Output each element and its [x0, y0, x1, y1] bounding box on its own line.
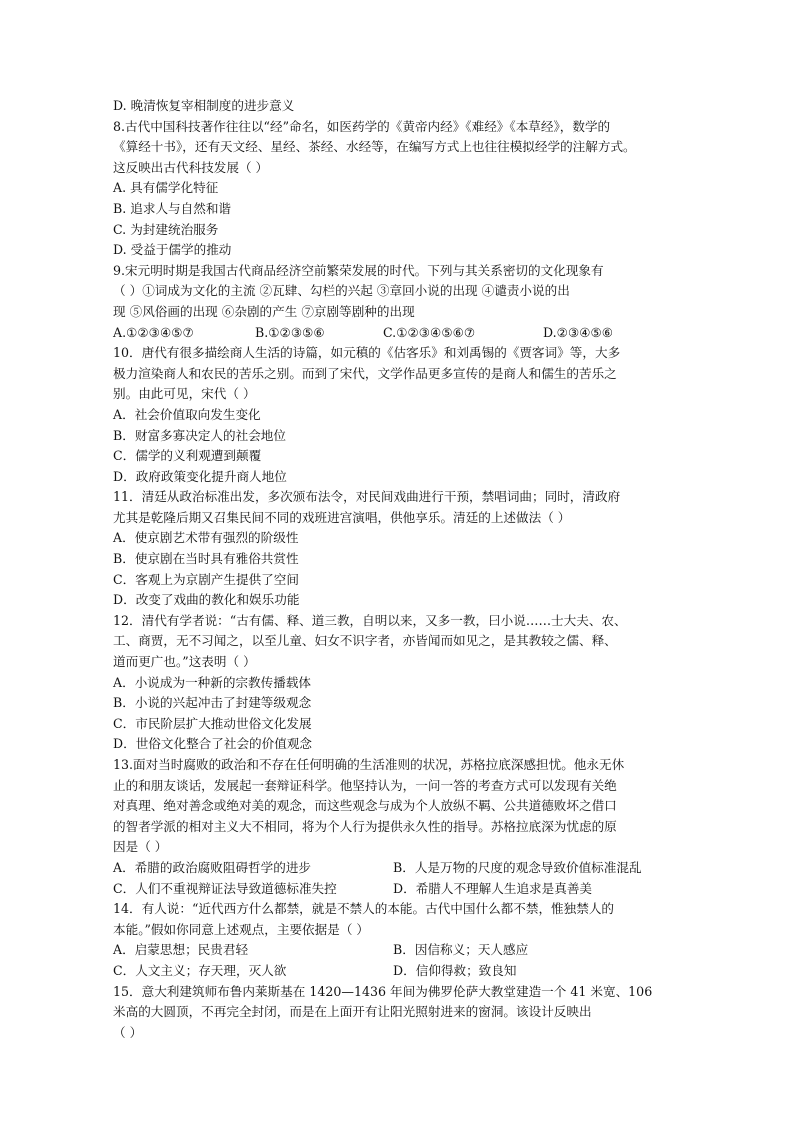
q15-stem-line-3: （ ）	[113, 1024, 143, 1040]
q13-stem-line-5: 因是（ ）	[113, 839, 168, 855]
q14-option-d: D．信仰得救；致良知	[393, 962, 517, 978]
q9-options-row	[113, 323, 685, 344]
q9-stem-line-2: （ ）①词成为文化的主流 ②瓦肆、勾栏的兴起 ③章回小说的出现 ④谴责小说的出	[113, 283, 570, 299]
q11-option-b: B．使京剧在当时具有雅俗共赏性	[113, 551, 299, 567]
q8-option-d: D. 受益于儒学的推动	[113, 242, 232, 258]
q15-stem-line-2: 米高的大圆顶，不再完全封闭，而是在上面开有让阳光照射进来的窗洞。该设计反映出	[113, 1004, 592, 1020]
q10-stem-line-2: 极力渲染商人和农民的苦乐之别。而到了宋代，文学作品更多宣传的是商人和儒生的苦乐之	[113, 365, 617, 381]
q12-option-a: A．小说成为一种新的宗教传播载体	[113, 674, 312, 690]
q11-option-a: A．使京剧艺术带有强烈的阶级性	[113, 530, 299, 546]
exam-page	[113, 96, 685, 1043]
q10-option-d: D．政府政策变化提升商人地位	[113, 468, 287, 484]
q8-stem-line-1: 8.古代中国科技著作往往以“经”命名，如医药学的《黄帝内经》《难经》《本草经》，数学的	[113, 118, 611, 134]
q13-options-row-1	[113, 858, 685, 879]
q13-option-c: C．人们不重视辩证法导致道德标准失控	[113, 880, 337, 896]
q10-option-a: A．社会价值取向发生变化	[113, 406, 261, 422]
q11-option-c: C．客观上为京剧产生提供了空间	[113, 571, 299, 587]
q13-option-d: D．希腊人不理解人生追求是真善美	[393, 880, 593, 896]
q12-option-c: C．市民阶层扩大推动世俗文化发展	[113, 715, 312, 731]
q12-option-d: D．世俗文化整合了社会的价值观念	[113, 736, 313, 752]
q9-option-d: D.②③④⑤⑥	[543, 324, 614, 340]
q8-option-c: C. 为封建统治服务	[113, 221, 219, 237]
q13-option-b: B．人是万物的尺度的观念导致价值标准混乱	[393, 859, 642, 875]
q13-option-a: A．希腊的政治腐败阻碍哲学的进步	[113, 859, 312, 875]
q13-stem-line-3: 对真理、绝对善念或绝对美的观念，而这些观念与成为个人放纵不羁、公共道德败坏之借口	[113, 798, 617, 814]
q14-options-row-1	[113, 940, 685, 961]
q8-stem-line-3: 这反映出古代科技发展（ ）	[113, 159, 269, 175]
q14-option-a: A．启蒙思想；民贵君轻	[113, 942, 249, 958]
q8-stem-line-2: 《算经十书》，还有天文经、星经、茶经、水经等，在编写方式上也往往模拟经学的注解方式。	[113, 139, 636, 155]
q13-stem-line-1: 13.面对当时腐败的政治和不存在任何明确的生活准则的状况，苏格拉底深感担忧。他永无休	[113, 757, 625, 772]
q7-option-d: D. 晚清恢复宰相制度的进步意义	[113, 98, 295, 113]
q12-option-b: B．小说的兴起冲击了封建等级观念	[113, 695, 312, 711]
q14-option-c: C．人文主义；存天理，灭人欲	[113, 962, 287, 978]
q15-stem-line-1: 15．意大利建筑师布鲁内莱斯基在 1420—1436 年间为佛罗伦萨大教堂建造一个 41 米宽、106	[113, 983, 653, 999]
q13-stem-line-2: 止的和朋友谈话，发展起一套辩证科学。他坚持认为，一问一答的考查方式可以发现有关绝	[113, 777, 617, 793]
q12-stem-line-1: 12．清代有学者说：“古有儒、释、道三教，自明以来，又多一教，曰小说……士大夫、农、	[113, 612, 627, 628]
q11-option-d: D．改变了戏曲的教化和娱乐功能	[113, 592, 300, 608]
q12-stem-line-3: 道而更广也。”这表明（ ）	[113, 654, 256, 670]
q10-option-b: B．财富多寡决定人的社会地位	[113, 427, 286, 443]
q10-option-c: C．儒学的义利观遭到颠覆	[113, 448, 262, 464]
q14-stem-line-2: 本能。”假如你同意上述观点，主要依据是（ ）	[113, 921, 370, 937]
q14-stem-line-1: 14．有人说：“近代西方什么都禁，就是不禁人的本能。古代中国什么都不禁，惟独禁人的	[113, 901, 615, 917]
q14-option-b: B．因信称义；天人感应	[393, 942, 529, 958]
q9-stem-line-3: 现 ⑤风俗画的出现 ⑥杂剧的产生 ⑦京剧等剧种的出现	[113, 303, 415, 319]
q13-stem-line-4: 的智者学派的相对主义大不相同，将为个人行为提供永久性的指导。苏格拉底深为忧虑的原	[113, 818, 617, 834]
q9-option-b: B.①②③⑤⑥	[255, 324, 325, 340]
q8-option-b: B. 追求人与自然和谐	[113, 200, 232, 216]
q11-stem-line-1: 11．清廷从政治标准出发，多次颁布法令，对民间戏曲进行干预，禁唱词曲；同时，清政府	[113, 489, 621, 505]
q9-option-a: A.①②③④⑤⑦	[113, 324, 194, 340]
q9-stem-line-1: 9.宋元明时期是我国古代商品经济空前繁荣发展的时代。下列与其关系密切的文化现象有	[113, 262, 604, 278]
q13-options-row-2	[113, 879, 685, 900]
q10-stem-line-1: 10．唐代有很多描绘商人生活的诗篇，如元稹的《估客乐》和刘禹锡的《贾客词》等，大多	[113, 345, 621, 361]
q12-stem-line-2: 工、商贾，无不习闻之，以至儿童、妇女不识字者，亦皆闻而如见之，是其教较之儒、释、	[113, 633, 617, 649]
q11-stem-line-2: 尤其是乾隆后期又召集民间不同的戏班进宫演唱，供他享乐。清廷的上述做法（ ）	[113, 509, 571, 525]
q14-options-row-2	[113, 961, 685, 982]
q10-stem-line-3: 别。由此可见，宋代（ ）	[113, 386, 256, 402]
q9-option-c: C.①②③④⑤⑥⑦	[383, 324, 476, 340]
q8-option-a: A. 具有儒学化特征	[113, 180, 219, 196]
